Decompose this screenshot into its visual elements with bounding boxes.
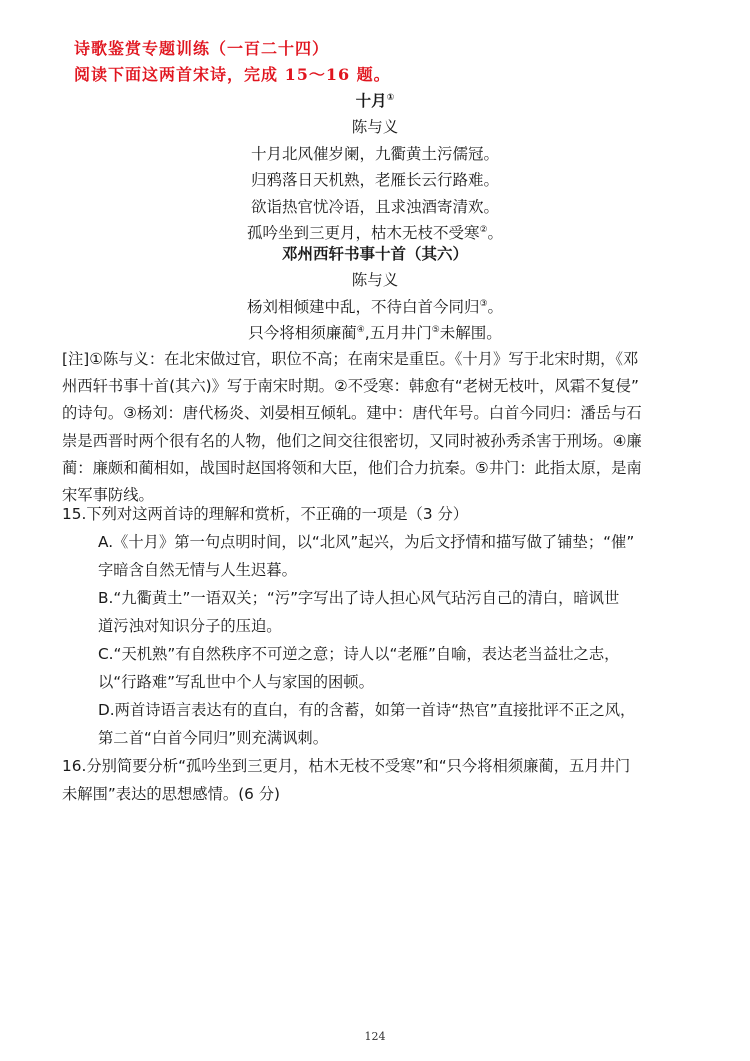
note-line: 崇是西晋时两个很有名的人物，他们之间交往很密切，又同时被孙秀杀害于刑场。④廉 <box>62 431 642 450</box>
annotation-notes <box>62 346 687 509</box>
option-line: 字暗含自然无情与人生迟暮。 <box>98 561 297 579</box>
footnote-mark: ③ <box>479 298 488 309</box>
page-number: 124 <box>364 1030 386 1043</box>
poem-author: 陈与义 <box>351 271 399 290</box>
poem-author: 陈与义 <box>351 118 399 137</box>
footnote-mark: ② <box>479 224 488 235</box>
question-16 <box>62 752 687 808</box>
poem-line: 归鸦落日天机熟，老雁长云行路难。 <box>250 171 499 190</box>
note-line: 的诗句。③杨刘：唐代杨炎、刘晏相互倾轧。建中：唐代年号。白首今同归：潘岳与石 <box>62 404 642 423</box>
reading-instruction: 阅读下面这两首宋诗，完成 15～16 题。 <box>74 65 391 84</box>
question-15 <box>62 500 687 752</box>
option-line: D.两首诗语言表达有的直白，有的含蓄，如第一首诗“热官”直接批评不正之风， <box>98 701 636 719</box>
option-line: B.“九衢黄土”一语双关；“污”字写出了诗人担心风气玷污自己的清白，暗讽世 <box>98 589 620 607</box>
option-line: A.《十月》第一句点明时间，以“北风”起兴，为后文抒情和描写做了铺垫；“催” <box>98 533 635 551</box>
option-d <box>62 696 687 752</box>
question-stem: 16.分别简要分析“孤吟坐到三更月，枯木无枝不受寒”和“只今将相须廉蔺，五月井门 <box>62 757 631 775</box>
option-a <box>62 528 687 584</box>
note-line: 蔺：廉颇和蔺相如，战国时赵国将领和大臣，他们合力抗秦。⑤井门：此指太原，是南 <box>62 458 642 477</box>
question-stem: 15.下列对这两首诗的理解和赏析，不正确的一项是（3 分） <box>62 505 469 523</box>
option-c <box>62 640 687 696</box>
note-line: 宋军事防线。 <box>62 485 154 504</box>
poem-line: 杨刘相倾建中乱，不待白首今同归③。 <box>246 297 504 316</box>
poem-line: 十月北风催岁阑，九衢黄土污儒冠。 <box>250 144 499 163</box>
note-line: 州西轩书事十首(其六)》写于南宋时期。②不受寒：韩愈有“老树无枝叶，风霜不复侵” <box>62 377 639 396</box>
option-line: 以“行路难”写乱世中个人与家国的困顿。 <box>98 673 374 691</box>
poem-dengzhou <box>0 241 750 347</box>
footnote-mark: ① <box>386 93 395 103</box>
question-stem: 未解围”表达的思想感情。(6 分) <box>62 785 281 803</box>
poem-line: 只今将相须廉蔺④,五月井门⑤未解围。 <box>248 324 502 343</box>
section-header: 诗歌鉴赏专题训练（一百二十四） <box>74 39 330 58</box>
poem-title: 十月① <box>355 92 395 110</box>
note-line: [注]①陈与义：在北宋做过官，职位不高；在南宋是重臣。《十月》写于北宋时期，《邓 <box>62 350 639 368</box>
poem-title: 邓州西轩书事十首（其六） <box>281 245 468 263</box>
poem-shiyue <box>0 88 750 246</box>
footnote-mark: ④ <box>356 325 365 336</box>
poem-line: 孤吟坐到三更月，枯木无枝不受寒②。 <box>246 223 504 242</box>
footnote-mark: ⑤ <box>431 325 440 336</box>
option-b <box>62 584 687 640</box>
option-line: 第二首“白首今同归”则充满讽刺。 <box>98 729 329 747</box>
poem-line: 欲诣热官忧冷语，且求浊酒寄清欢。 <box>250 197 499 216</box>
option-line: C.“天机熟”有自然秩序不可逆之意；诗人以“老雁”自喻，表达老当益壮之志， <box>98 645 620 663</box>
option-line: 道污浊对知识分子的压迫。 <box>98 617 282 635</box>
